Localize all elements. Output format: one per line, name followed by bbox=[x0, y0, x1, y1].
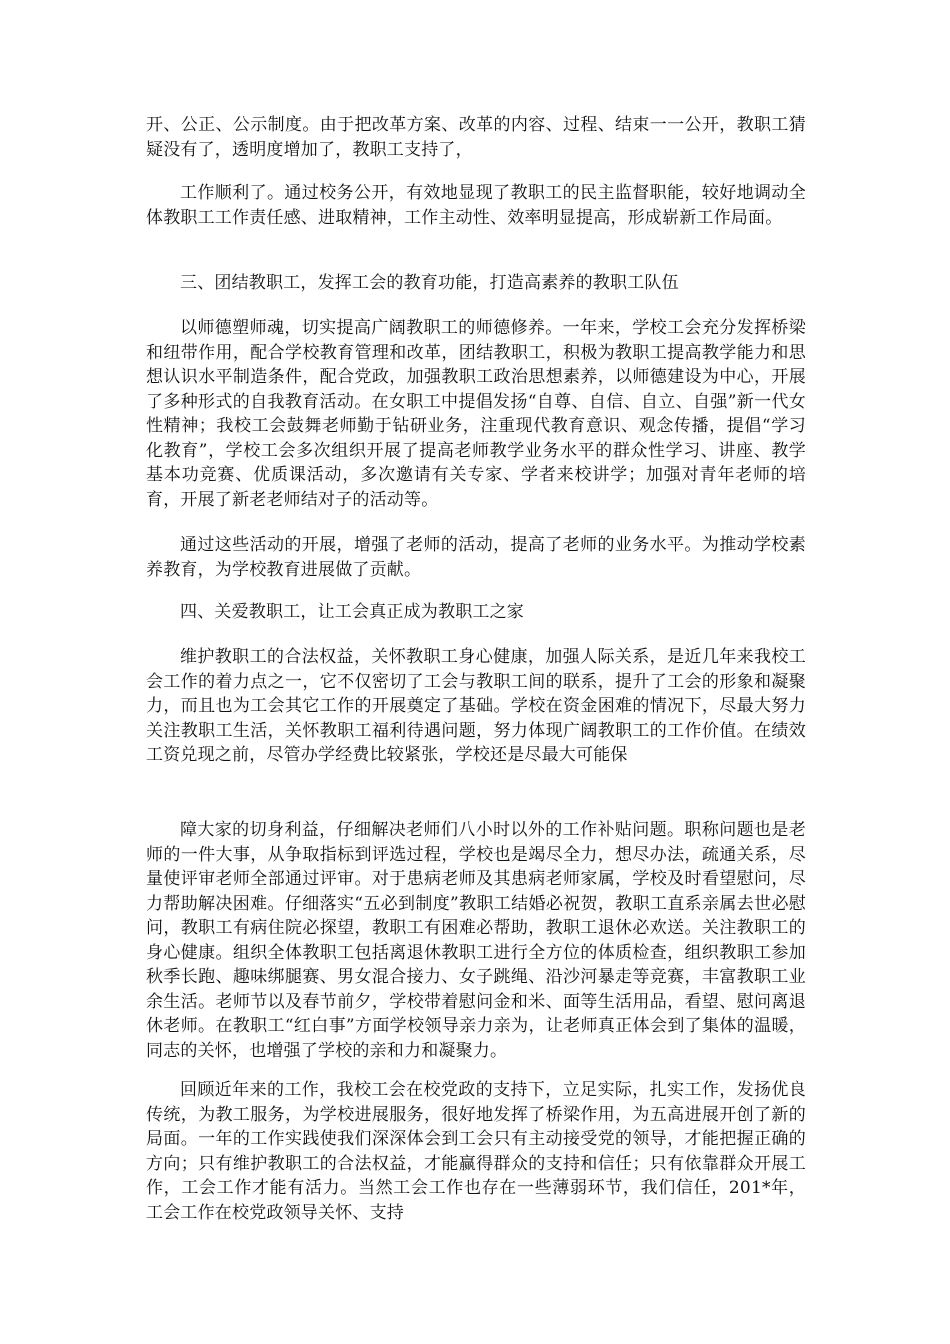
paragraph-text: 以师德塑师魂，切实提高广阔教职工的师德修养。一年来，学校工会充分发挥桥梁和纽带作用，配合学校教育管理和改革，团结教职工，积极为教职工提高教学能力和思想认识水平制造条件，配合党政，加强教职工政治思想素养，以师德建设为中心，开展了多种形式的自我教育活动。在女职工中提倡发扬“自尊、自信、自立、自强”新一代女性精神；我校工会鼓舞老师勤于钻研业务，注重现代教育意识、观念传播，提倡“学习化教育”，学校工会多次组织开展了提高老师教学业务水平的群众性学习、讲座、教学基本功竞赛、优质课活动，多次邀请有关专家、学者来校讲学；加强对青年老师的培育，开展了新老老师结对子的活动等。 bbox=[146, 318, 806, 510]
paragraph-8 bbox=[146, 1078, 806, 1225]
paragraph-text: 回顾近年来的工作，我校工会在校党政的支持下，立足实际，扎实工作，发扬优良传统，为教工服务，为学校进展服务，很好地发挥了桥梁作用，为五高进展开创了新的局面。一年的工作实践使我们深深体会到工会只有主动接受党的领导，才能把握正确的方向；只有维护教职工的合法权益，才能赢得群众的支持和信任；只有依靠群众开展工作，工会工作才能有活力。当然工会工作也存在一些薄弱环节，我们信任，201*年，工会工作在校党政领导关怀、支持 bbox=[146, 1080, 806, 1223]
section-heading-text: 三、团结教职工，发挥工会的教育功能，打造高素养的教职工队伍 bbox=[180, 273, 679, 293]
section-heading-4 bbox=[146, 600, 806, 625]
paragraph-text: 开、公正、公示制度。由于把改革方案、改革的内容、过程、结束一一公开，教职工猜疑没有了，透明度增加了，教职工支持了， bbox=[146, 115, 806, 160]
paragraph-text: 障大家的切身利益，仔细解决老师们八小时以外的工作补贴问题。职称问题也是老师的一件大事，从争取指标到评选过程，学校也是竭尽全力，想尽办法，疏通关系，尽量使评审老师全部通过评审。对于患病老师及其患病老师家属，学校及时看望慰问，尽力帮助解决困难。仔细落实“五必到制度”教职工结婚必祝贺，教职工直系亲属去世必慰问，教职工有病住院必探望，教职工有困难必帮助，教职工退休必欢送。关注教职工的身心健康。组织全体教职工包括离退休教职工进行全方位的体质检查，组织教职工参加秋季长跑、趣味绑腿赛、男女混合接力、女子跳绳、沿沙河暴走等竞赛，丰富教职工业余生活。老师节以及春节前夕，学校带着慰问金和米、面等生活用品，看望、慰问离退休老师。在教职工“红白事”方面学校领导亲力亲为，让老师真正体会到了集体的温暖，同志的关怀，也增强了学校的亲和力和凝聚力。 bbox=[146, 820, 806, 1061]
paragraph-5 bbox=[146, 533, 806, 582]
paragraph-text: 通过这些活动的开展，增强了老师的活动，提高了老师的业务水平。为推动学校素养教育，为学校教育进展做了贡献。 bbox=[146, 535, 806, 580]
section-heading-text: 四、关爱教职工，让工会真正成为教职工之家 bbox=[180, 602, 524, 622]
paragraph-text: 维护教职工的合法权益，关怀教职工身心健康，加强人际关系，是近几年来我校工会工作的着力点之一，它不仅密切了工会与教职工间的联系，提升了工会的形象和凝聚力，而且也为工会其它工作的开展奠定了基础。学校在资金困难的情况下，尽最大努力关注教职工生活，关怀教职工福利待遇问题，努力体现广阔教职工的工作价值。在绩效工资兑现之前，尽管办学经费比较紧张，学校还是尽最大可能保 bbox=[146, 647, 806, 765]
paragraph-text: 工作顺利了。通过校务公开，有效地显现了教职工的民主监督职能，较好地调动全体教职工工作责任感、进取精神，工作主动性、效率明显提高，形成崭新工作局面。 bbox=[146, 183, 806, 228]
paragraph-6 bbox=[146, 645, 806, 768]
paragraph-2 bbox=[146, 181, 806, 230]
paragraph-7 bbox=[146, 818, 806, 1063]
paragraph-1 bbox=[146, 113, 806, 162]
paragraph-4 bbox=[146, 316, 806, 512]
section-heading-3 bbox=[146, 271, 806, 296]
